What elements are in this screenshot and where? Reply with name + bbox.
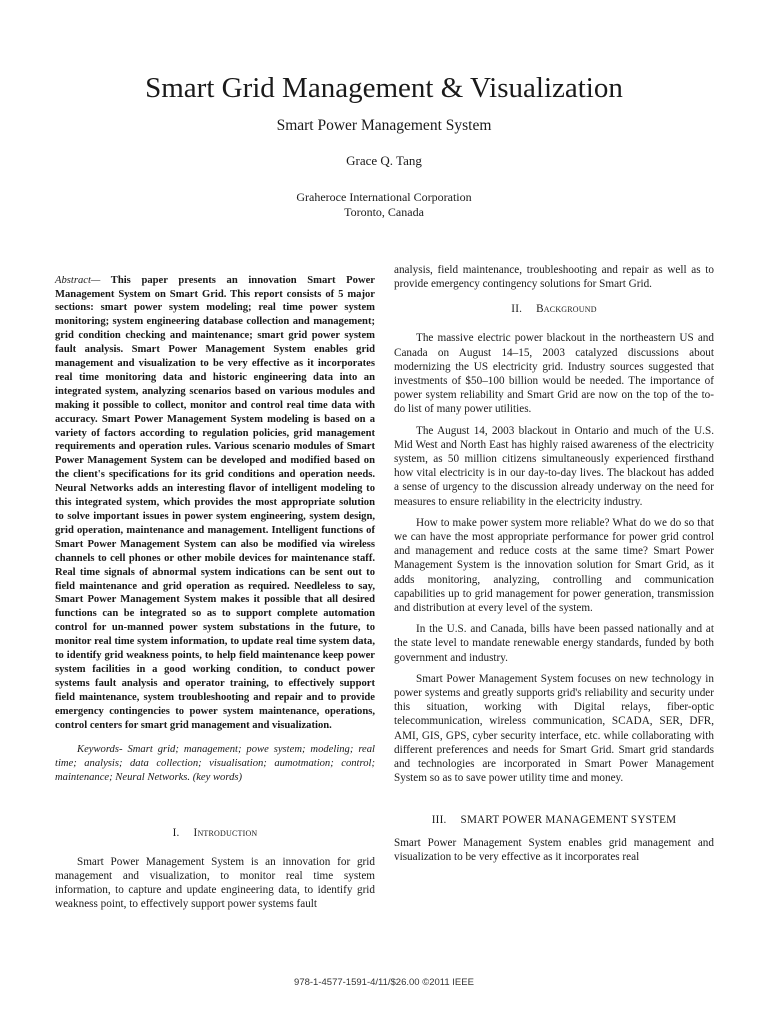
abstract-text: This paper presents an innovation Smart Power Management System on Smart Grid. This report consists of 5 major sections: smart power system modeling; real time power system monitoring; system engineering database collection and management; grid condition checking and maintenance; smart grid power system fault analysis. Smart Power Management System enables grid management and visualization to be very effective as it incorporates real time monitoring data and historic engineering data into an integrated system, analyzing scenarios based on various modules and making it possible to collect, monitor and control real time data with accuracy. Smart Power Management System modeling is based on a variety of factors according to regulation policies, grid management requirements and operation rules. Various scenario modules of Smart Power Management System can be developed and modified based on the client's specifications for its grid conditions and operation needs. Neural Networks adds an interesting flavor of intelligent modeling to this integrated system, which provides the most appropriate solution to solve important issues in power system engineering, system design, grid operation, maintenance and management. Intelligent functions of Smart Power Management System can also be modified via wireless channels to cell phones or other mobile devices for maintenance staff. Real time signals of abnormal system indications can be sent out to field maintenance and grid operation as required. Needleless to say, Smart Power Management System makes it possible that all desired functions can be integrated so as to support complete automation control for un-manned power system substations in the future, to monitor real time system information, to update real time system data, to identify grid weakness points, to help field maintenance keep power system facilities in a good working condition, to conduct power systems fault analysis and operator training, to effectively support field maintenance, system troubleshooting and repair and to provide emergency contingencies to power system maintenance, operations, control centers for smart grid management and visualization.	[55, 274, 375, 731]
affiliation-org: Graheroce International Corporation	[296, 190, 472, 204]
paper-affiliation	[0, 190, 768, 220]
section-title: SMART POWER MANAGEMENT SYSTEM	[460, 813, 677, 826]
background-paragraph-3: How to make power system more reliable? What do we do so that we can have the most appropriate performance for power grid control and management and reduce costs at the same time? Smart Power Management System is the innovation solution for Smart Grid, as it adds monitoring, analyzing, controlling and communication capabilities up to grid management for power generation, transmission and distribution at every level of the system.	[394, 516, 714, 615]
left-column	[55, 263, 375, 912]
background-paragraph-4: In the U.S. and Canada, bills have been passed nationally and at the state level to mandate renewable energy standards, funded by both government and industry.	[394, 623, 714, 664]
paper-author: Grace Q. Tang	[346, 153, 422, 168]
abstract-label: Abstract	[55, 274, 91, 286]
section-number: II.	[511, 303, 523, 316]
background-paragraph-2: The August 14, 2003 blackout in Ontario and much of the U.S. Mid West and North East has highly raised awareness of the electricity system, as 50 million citizens simultaneously experienced firsthand how vital electricity is in our day-to-day lives. The blackout has added a sense of urgency to the discussion already underway on the need for measures to ensure reliability in the electricity industry.	[394, 424, 714, 508]
right-column	[394, 263, 714, 864]
section-number: I.	[172, 826, 180, 839]
copyright-footer: 978-1-4577-1591-4/11/$26.00 ©2011 IEEE	[294, 977, 474, 988]
affiliation-location: Toronto, Canada	[344, 205, 424, 219]
background-paragraph-1: The massive electric power blackout in the northeastern US and Canada on August 14–15, 2003 catalyzed discussions about modernizing the US electricity grid. Industry sources suggested that investments of $50–100 billion would be needed. The importance of power system reliability and Smart Grid are now on the top of the to-do list of many power utilities.	[394, 332, 714, 416]
keywords: Keywords- Smart grid; management; powe system; modeling; real time; analysis; data collection; visualisation; aumotmation; control; maintenance; Neural Networks. (key words)	[55, 744, 375, 784]
section-heading-spms	[394, 814, 714, 826]
background-paragraph-5: Smart Power Management System focuses on new technology in power systems and greatly supports grid's reliability and security under this situation, working with Digital relays, fiber-optic telecommunication, wireless communication, SCADA, SER, DFR, AMI, GIS, GPS, cyber security interface, etc. while collaborating with different preferences and needs for Smart Grid. Smart grid standards and technologies are incorporated in Smart Power Management System so as to save power utility time and money.	[394, 672, 714, 785]
section-heading-introduction	[55, 827, 375, 839]
intro-paragraph-continued: analysis, field maintenance, troubleshooting and repair as well as to provide emergency contingency solutions for Smart Grid.	[394, 264, 714, 291]
abstract-dash: —	[90, 274, 101, 286]
section-number: III.	[431, 813, 447, 826]
spms-paragraph-1: Smart Power Management System enables grid management and visualization to be very effective as it incorporates real	[394, 836, 714, 863]
paper-title: Smart Grid Management & Visualization	[145, 72, 623, 104]
intro-paragraph-1: Smart Power Management System is an innovation for grid management and visualization, to monitor real time system information, to capture and update engineering data, to identify grid weakness point, to effectively support power systems fault	[55, 855, 375, 911]
section-heading-background	[394, 303, 714, 315]
abstract	[55, 274, 375, 733]
paper-subtitle: Smart Power Management System	[276, 117, 492, 134]
section-title: Background	[536, 303, 597, 316]
section-title: Introduction	[193, 826, 258, 839]
